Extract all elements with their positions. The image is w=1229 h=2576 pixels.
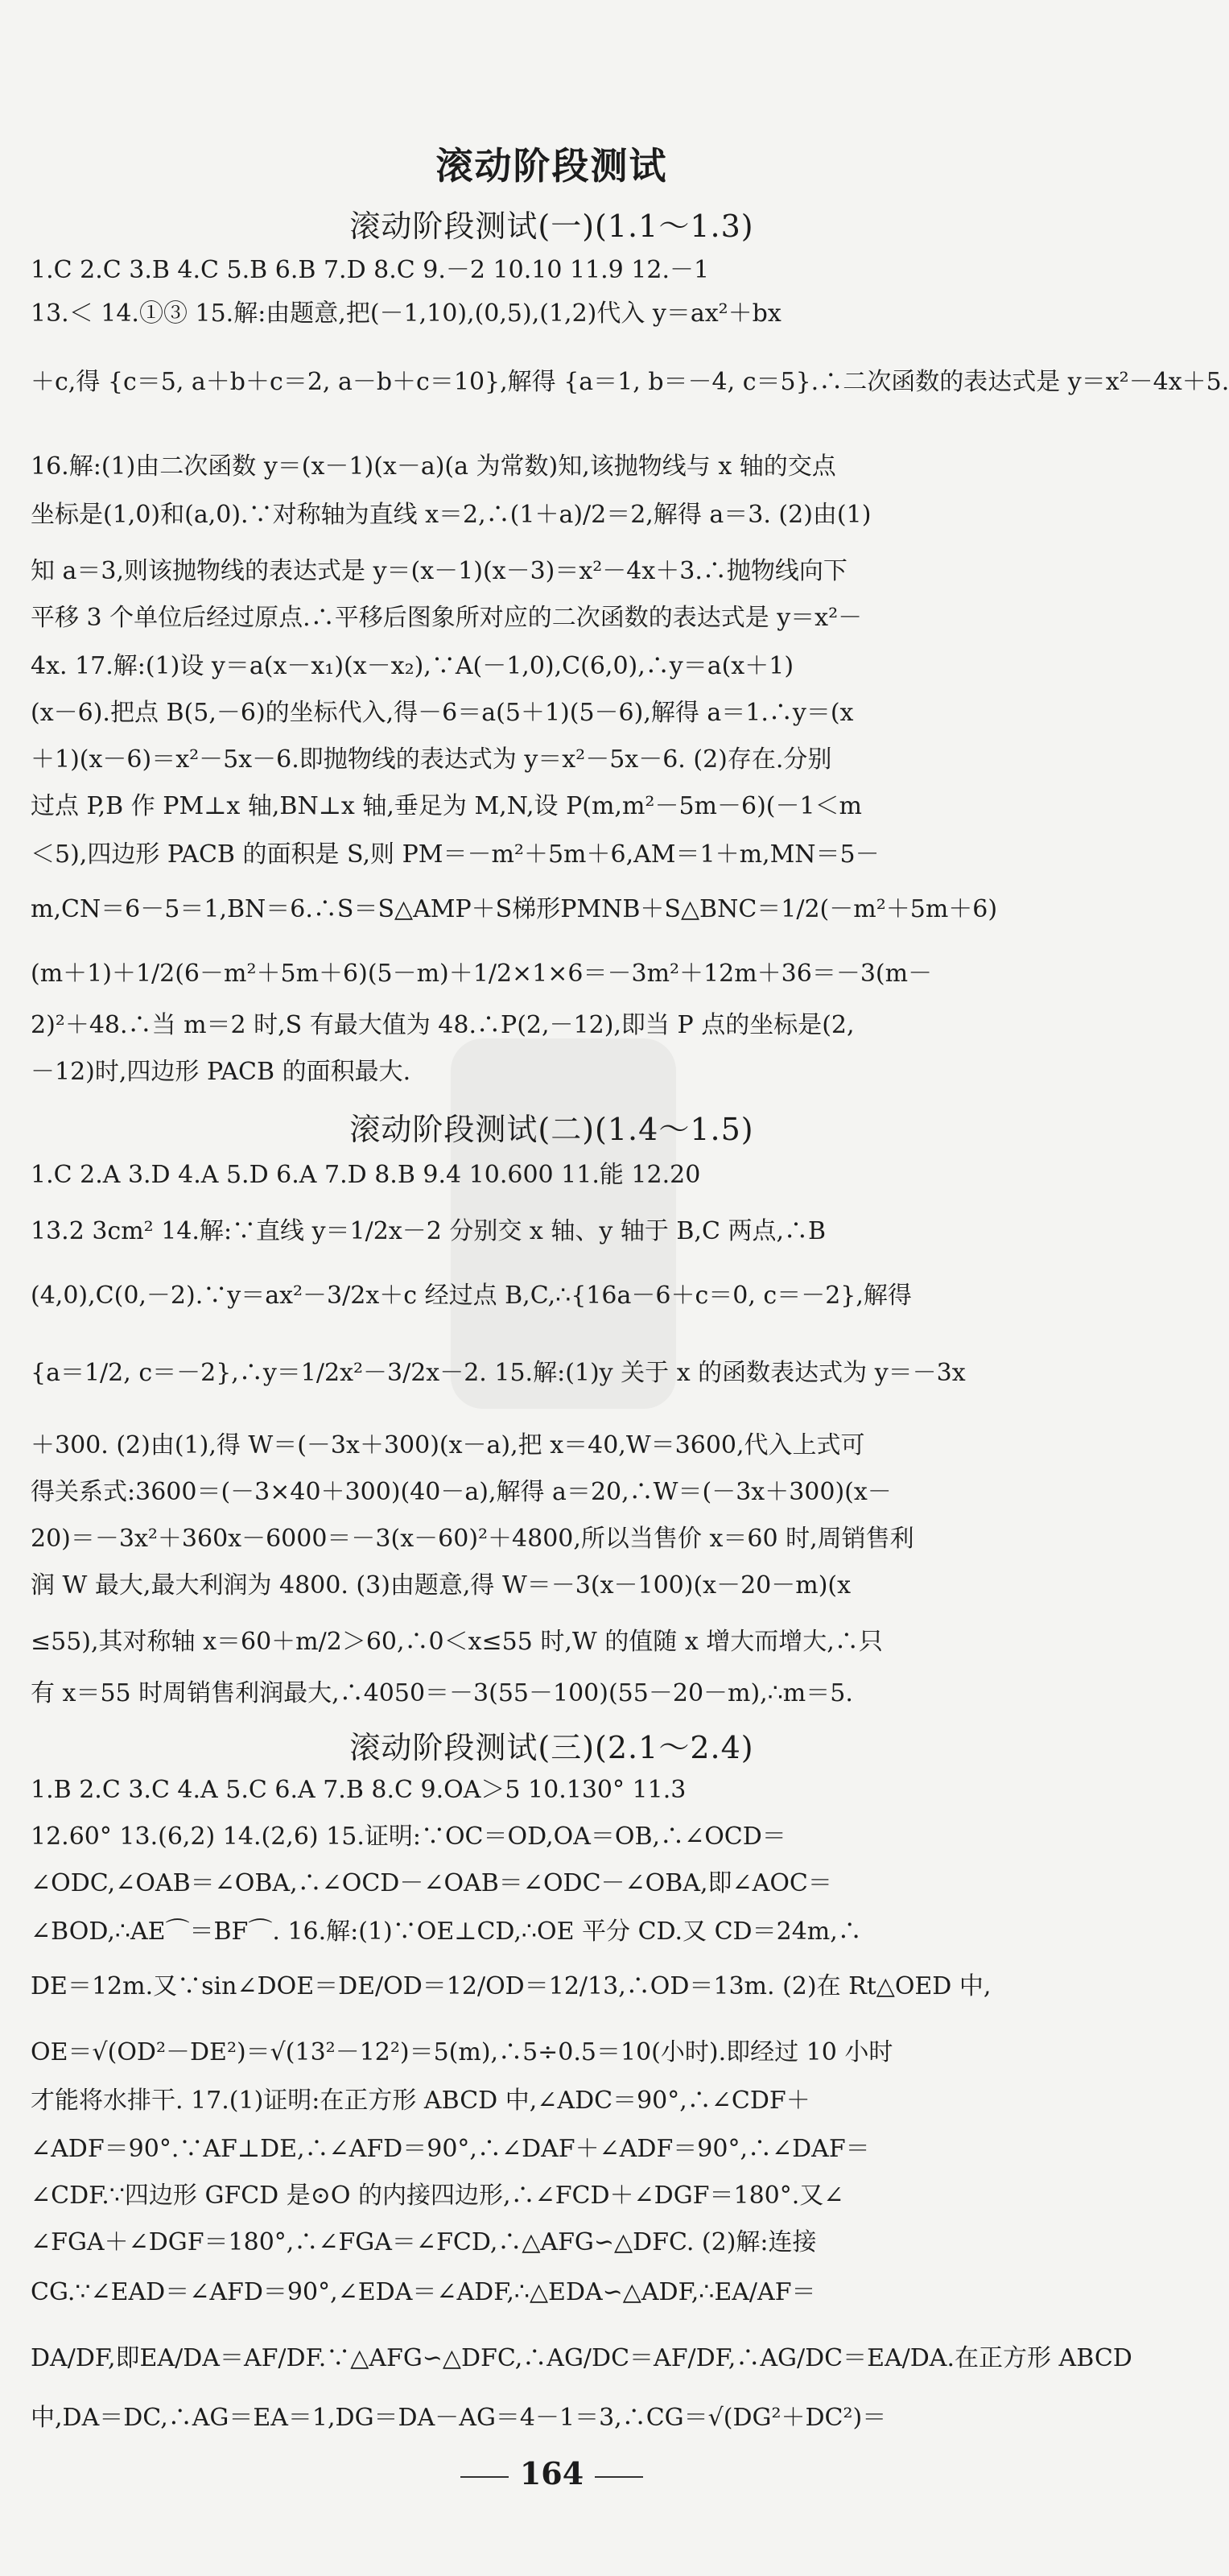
text-line: {a＝1/2, c＝－2},∴y＝1/2x²－3/2x－2. 15.解:(1)y 关于 x 的函数表达式为 y＝－3x bbox=[31, 1359, 966, 1387]
text-line: m,CN＝6－5＝1,BN＝6.∴S＝S△AMP＋S梯形PMNB＋S△BNC＝1/2(－m²＋5m＋6) bbox=[31, 895, 998, 923]
text-line: 1.C 2.A 3.D 4.A 5.D 6.A 7.D 8.B 9.4 10.600 11.能 12.20 bbox=[31, 1161, 701, 1189]
text-line: DE＝12m.又∵sin∠DOE＝DE/OD＝12/OD＝12/13,∴OD＝13m. (2)在 Rt△OED 中, bbox=[31, 1972, 992, 2000]
text-line: 中,DA＝DC,∴AG＝EA＝1,DG＝DA－AG＝4－1＝3,∴CG＝√(DG²＋DC²)＝ bbox=[31, 2404, 887, 2432]
section-title-2: 滚动阶段测试(二)(1.4～1.5) bbox=[349, 1112, 754, 1147]
text-line: OE＝√(OD²－DE²)＝√(13²－12²)＝5(m),∴5÷0.5＝10(小时).即经过 10 小时 bbox=[31, 2038, 893, 2066]
text-line: 2)²＋48.∴当 m＝2 时,S 有最大值为 48.∴P(2,－12),即当 P 点的坐标是(2, bbox=[31, 1011, 855, 1039]
page-number-text: 164 bbox=[519, 2455, 584, 2491]
text-line: 13.＜ 14.①③ 15.解:由题意,把(－1,10),(0,5),(1,2)代入 y＝ax²＋bx bbox=[31, 299, 782, 328]
text-line: ＋300. (2)由(1),得 W＝(－3x＋300)(x－a),把 x＝40,W＝3600,代入上式可 bbox=[31, 1431, 865, 1459]
text-line: 4x. 17.解:(1)设 y＝a(x－x₁)(x－x₂),∵A(－1,0),C(6,0),∴y＝a(x＋1) bbox=[31, 652, 794, 680]
text-line: 润 W 最大,最大利润为 4800. (3)由题意,得 W＝－3(x－100)(x－20－m)(x bbox=[31, 1571, 852, 1600]
text-line: 20)＝－3x²＋360x－6000＝－3(x－60)²＋4800,所以当售价 x＝60 时,周销售利 bbox=[31, 1525, 914, 1553]
text-line: 过点 P,B 作 PM⊥x 轴,BN⊥x 轴,垂足为 M,N,设 P(m,m²－5m－6)(－1＜m bbox=[31, 792, 863, 820]
page-number bbox=[0, 2455, 1103, 2491]
text-line: 得关系式:3600＝(－3×40＋300)(40－a),解得 a＝20,∴W＝(－3x＋300)(x－ bbox=[31, 1478, 892, 1506]
text-line: 知 a＝3,则该抛物线的表达式是 y＝(x－1)(x－3)＝x²－4x＋3.∴抛物线向下 bbox=[31, 557, 848, 585]
right-dash bbox=[595, 2476, 643, 2478]
text-line: ∠CDF.∵四边形 GFCD 是⊙O 的内接四边形,∴∠FCD＋∠DGF＝180°.又∠ bbox=[31, 2182, 844, 2210]
text-line: (x－6).把点 B(5,－6)的坐标代入,得－6＝a(5＋1)(5－6),解得 a＝1.∴y＝(x bbox=[31, 699, 854, 727]
text-line: ∠FGA＋∠DGF＝180°,∴∠FGA＝∠FCD,∴△AFG∽△DFC. (2)解:连接 bbox=[31, 2228, 817, 2256]
text-line: ∠BOD,∴AE⌒＝BF⌒. 16.解:(1)∵OE⊥CD,∴OE 平分 CD.又 CD＝24m,∴ bbox=[31, 1918, 862, 1946]
text-line: DA/DF,即EA/DA＝AF/DF.∵△AFG∽△DFC,∴AG/DC＝AF/DF,∴AG/DC＝EA/DA.在正方形 ABCD bbox=[31, 2344, 1132, 2372]
text-line: 13.2 3cm² 14.解:∵直线 y＝1/2x－2 分别交 x 轴、y 轴于 B,C 两点,∴B bbox=[31, 1217, 827, 1245]
text-line: －12)时,四边形 PACB 的面积最大. bbox=[31, 1058, 411, 1086]
text-line: 有 x＝55 时周销售利润最大,∴4050＝－3(55－100)(55－20－m),∴m＝5. bbox=[31, 1679, 853, 1707]
text-line: 坐标是(1,0)和(a,0).∵对称轴为直线 x＝2,∴(1＋a)/2＝2,解得 a＝3. (2)由(1) bbox=[31, 501, 872, 529]
text-line: ＋c,得 {c＝5, a＋b＋c＝2, a－b＋c＝10},解得 {a＝1, b＝－4, c＝5}.∴二次函数的表达式是 y＝x²－4x＋5. bbox=[31, 368, 1229, 396]
text-line: 1.B 2.C 3.C 4.A 5.C 6.A 7.B 8.C 9.OA＞5 10.130° 11.3 bbox=[31, 1776, 687, 1804]
text-line: 才能将水排干. 17.(1)证明:在正方形 ABCD 中,∠ADC＝90°,∴∠CDF＋ bbox=[31, 2087, 810, 2115]
text-line: ∠ADF＝90°.∵AF⊥DE,∴∠AFD＝90°,∴∠DAF＋∠ADF＝90°,∴∠DAF＝ bbox=[31, 2135, 870, 2163]
section-title-3: 滚动阶段测试(三)(2.1～2.4) bbox=[349, 1730, 754, 1765]
text-line: 12.60° 13.(6,2) 14.(2,6) 15.证明:∵OC＝OD,OA＝OB,∴∠OCD＝ bbox=[31, 1823, 786, 1851]
section-title-1: 滚动阶段测试(一)(1.1～1.3) bbox=[349, 208, 754, 244]
text-line: 1.C 2.C 3.B 4.C 5.B 6.B 7.D 8.C 9.－2 10.10 11.9 12.－1 bbox=[31, 256, 710, 284]
text-line: ≤55),其对称轴 x＝60＋m/2＞60,∴0＜x≤55 时,W 的值随 x 增大而增大,∴只 bbox=[31, 1628, 883, 1656]
text-line: 16.解:(1)由二次函数 y＝(x－1)(x－a)(a 为常数)知,该抛物线与 x 轴的交点 bbox=[31, 452, 836, 481]
text-line: ＋1)(x－6)＝x²－5x－6.即抛物线的表达式为 y＝x²－5x－6. (2)存在.分别 bbox=[31, 745, 832, 774]
text-line: 平移 3 个单位后经过原点.∴平移后图象所对应的二次函数的表达式是 y＝x²－ bbox=[31, 604, 863, 632]
text-line: ＜5),四边形 PACB 的面积是 S,则 PM＝－m²＋5m＋6,AM＝1＋m,MN＝5－ bbox=[31, 840, 880, 869]
page-title: 滚动阶段测试 bbox=[435, 144, 668, 188]
text-line: CG.∵∠EAD＝∠AFD＝90°,∠EDA＝∠ADF,∴△EDA∽△ADF,∴EA/AF＝ bbox=[31, 2278, 816, 2306]
text-line: ∠ODC,∠OAB＝∠OBA,∴∠OCD－∠OAB＝∠ODC－∠OBA,即∠AOC＝ bbox=[31, 1869, 832, 1897]
text-line: (m＋1)＋1/2(6－m²＋5m＋6)(5－m)＋1/2×1×6＝－3m²＋12m＋36＝－3(m－ bbox=[31, 960, 933, 988]
left-dash bbox=[460, 2476, 509, 2478]
text-line: (4,0),C(0,－2).∵y＝ax²－3/2x＋c 经过点 B,C,∴{16a－6＋c＝0, c＝－2},解得 bbox=[31, 1282, 912, 1310]
